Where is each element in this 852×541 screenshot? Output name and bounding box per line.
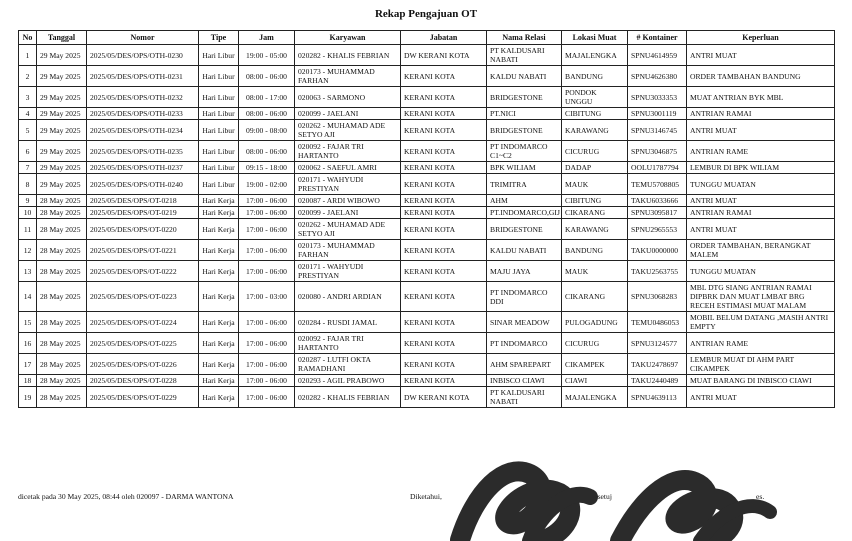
cell-nomor: 2025/05/DES/OPS/OT-0224 xyxy=(87,312,199,333)
cell-no: 1 xyxy=(19,45,37,66)
table-row xyxy=(19,108,835,120)
cell-karyawan: 020092 - FAJAR TRI HARTANTO xyxy=(295,141,401,162)
cell-lokasi-muat: PONDOK UNGGU xyxy=(562,87,628,108)
column-header-tipe: Tipe xyxy=(199,31,239,45)
cell-nomor: 2025/05/DES/OPS/OT-0222 xyxy=(87,261,199,282)
cell-keperluan: ANTRI MUAT xyxy=(687,120,835,141)
table-row xyxy=(19,45,835,66)
column-header-nama-relasi: Nama Relasi xyxy=(487,31,562,45)
cell-tanggal: 28 May 2025 xyxy=(37,261,87,282)
cell-kontainer: TAKU2478697 xyxy=(628,354,687,375)
cell-tanggal: 29 May 2025 xyxy=(37,66,87,87)
cell-nomor: 2025/05/DES/OPS/OT-0221 xyxy=(87,240,199,261)
cell-keperluan: MUAT ANTRIAN BYK MBL xyxy=(687,87,835,108)
cell-nama-relasi: BPK WILIAM xyxy=(487,162,562,174)
cell-keperluan: LEMBUR DI BPK WILIAM xyxy=(687,162,835,174)
cell-keperluan: ANTRI MUAT xyxy=(687,195,835,207)
cell-nama-relasi: PT.INDOMARCO,GIJ xyxy=(487,207,562,219)
cell-lokasi-muat: PULOGADUNG xyxy=(562,312,628,333)
column-header-no: No xyxy=(19,31,37,45)
cell-nomor: 2025/05/DES/OPS/OT-0226 xyxy=(87,354,199,375)
column-header-jabatan: Jabatan xyxy=(401,31,487,45)
cell-lokasi-muat: CIAWI xyxy=(562,375,628,387)
cell-tipe: Hari Libur xyxy=(199,45,239,66)
cell-kontainer: TAKU2563755 xyxy=(628,261,687,282)
cell-kontainer: TAKU0000000 xyxy=(628,240,687,261)
table-row xyxy=(19,354,835,375)
table-row xyxy=(19,219,835,240)
cell-tipe: Hari Kerja xyxy=(199,354,239,375)
cell-nama-relasi: MAJU JAYA xyxy=(487,261,562,282)
cell-nama-relasi: AHM xyxy=(487,195,562,207)
cell-karyawan: 020282 - KHALIS FEBRIAN xyxy=(295,387,401,408)
cell-nomor: 2025/05/DES/OPS/OT-0223 xyxy=(87,282,199,312)
cell-nomor: 2025/05/DES/OPS/OTH-0234 xyxy=(87,120,199,141)
cell-tipe: Hari Libur xyxy=(199,162,239,174)
cell-nama-relasi: PT INDOMARCO xyxy=(487,333,562,354)
cell-nomor: 2025/05/DES/OPS/OTH-0233 xyxy=(87,108,199,120)
cell-tipe: Hari Libur xyxy=(199,120,239,141)
cell-lokasi-muat: CIKARANG xyxy=(562,282,628,312)
cell-keperluan: ANTRIAN RAMAI xyxy=(687,108,835,120)
cell-jabatan: KERANI KOTA xyxy=(401,162,487,174)
cell-lokasi-muat: CIKAMPEK xyxy=(562,354,628,375)
cell-karyawan: 020293 - AGIL PRABOWO xyxy=(295,375,401,387)
cell-jam: 19:00 - 02:00 xyxy=(239,174,295,195)
cell-keperluan: ANTRI MUAT xyxy=(687,219,835,240)
known-label: Diketahui, xyxy=(410,492,442,501)
cell-nama-relasi: SINAR MEADOW xyxy=(487,312,562,333)
cell-karyawan: 020080 - ANDRI ARDIAN xyxy=(295,282,401,312)
cell-jabatan: DW KERANI KOTA xyxy=(401,45,487,66)
cell-jam: 08:00 - 06:00 xyxy=(239,108,295,120)
cell-jabatan: KERANI KOTA xyxy=(401,141,487,162)
cell-kontainer: SPNU4639113 xyxy=(628,387,687,408)
cell-jabatan: KERANI KOTA xyxy=(401,174,487,195)
cell-jam: 08:00 - 17:00 xyxy=(239,87,295,108)
cell-nama-relasi: AHM SPAREPART xyxy=(487,354,562,375)
cell-tipe: Hari Kerja xyxy=(199,312,239,333)
cell-jabatan: KERANI KOTA xyxy=(401,120,487,141)
cell-kontainer: SPNU4626380 xyxy=(628,66,687,87)
cell-jabatan: KERANI KOTA xyxy=(401,219,487,240)
cell-karyawan: 020087 - ARDI WIBOWO xyxy=(295,195,401,207)
cell-karyawan: 020063 - SARMONO xyxy=(295,87,401,108)
cell-kontainer: SPNU2965553 xyxy=(628,219,687,240)
cell-tipe: Hari Kerja xyxy=(199,333,239,354)
cell-lokasi-muat: BANDUNG xyxy=(562,66,628,87)
cell-karyawan: 020287 - LUTFI OKTA RAMADHANI xyxy=(295,354,401,375)
cell-keperluan: ORDER TAMBAHAN, BERANGKAT MALEM xyxy=(687,240,835,261)
cell-jam: 17:00 - 06:00 xyxy=(239,261,295,282)
column-header-kontainer: # Kontainer xyxy=(628,31,687,45)
cell-karyawan: 020099 - JAELANI xyxy=(295,207,401,219)
cell-lokasi-muat: DADAP xyxy=(562,162,628,174)
cell-kontainer: TEMU5708805 xyxy=(628,174,687,195)
cell-nama-relasi: PT INDOMARCO DDI xyxy=(487,282,562,312)
cell-no: 15 xyxy=(19,312,37,333)
table-row xyxy=(19,240,835,261)
cell-tipe: Hari Libur xyxy=(199,108,239,120)
cell-no: 8 xyxy=(19,174,37,195)
cell-tanggal: 28 May 2025 xyxy=(37,375,87,387)
table-row xyxy=(19,333,835,354)
table-row xyxy=(19,261,835,282)
redaction-scribble xyxy=(430,452,850,541)
cell-karyawan: 020262 - MUHAMAD ADE SETYO AJI xyxy=(295,120,401,141)
cell-nomor: 2025/05/DES/OPS/OT-0219 xyxy=(87,207,199,219)
cell-kontainer: TEMU0486053 xyxy=(628,312,687,333)
cell-nomor: 2025/05/DES/OPS/OTH-0232 xyxy=(87,87,199,108)
cell-lokasi-muat: CIBITUNG xyxy=(562,108,628,120)
table-row xyxy=(19,312,835,333)
cell-jabatan: KERANI KOTA xyxy=(401,375,487,387)
cell-no: 9 xyxy=(19,195,37,207)
cell-no: 12 xyxy=(19,240,37,261)
cell-nomor: 2025/05/DES/OPS/OT-0225 xyxy=(87,333,199,354)
cell-kontainer: SPNU3001119 xyxy=(628,108,687,120)
cell-nama-relasi: PT KALDUSARI NABATI xyxy=(487,45,562,66)
cell-tipe: Hari Libur xyxy=(199,66,239,87)
cell-jabatan: DW KERANI KOTA xyxy=(401,387,487,408)
table-row xyxy=(19,282,835,312)
cell-keperluan: LEMBUR MUAT DI AHM PART CIKAMPEK xyxy=(687,354,835,375)
cell-jam: 17:00 - 06:00 xyxy=(239,240,295,261)
cell-tipe: Hari Kerja xyxy=(199,375,239,387)
cell-tanggal: 29 May 2025 xyxy=(37,87,87,108)
cell-jam: 09:00 - 08:00 xyxy=(239,120,295,141)
cell-nama-relasi: BRIDGESTONE xyxy=(487,219,562,240)
cell-tanggal: 29 May 2025 xyxy=(37,174,87,195)
cell-lokasi-muat: CIBITUNG xyxy=(562,195,628,207)
printed-note: dicetak pada 30 May 2025, 08:44 oleh 020097 - DARMA WANTONA xyxy=(18,492,234,501)
cell-nomor: 2025/05/DES/OPS/OTH-0231 xyxy=(87,66,199,87)
cell-jam: 17:00 - 06:00 xyxy=(239,333,295,354)
cell-kontainer: TAKU2440489 xyxy=(628,375,687,387)
cell-keperluan: ANTRI MUAT xyxy=(687,387,835,408)
cell-kontainer: OOLU1787794 xyxy=(628,162,687,174)
table-row xyxy=(19,141,835,162)
cell-tipe: Hari Kerja xyxy=(199,219,239,240)
cell-tipe: Hari Libur xyxy=(199,141,239,162)
cell-lokasi-muat: KARAWANG xyxy=(562,120,628,141)
cell-nama-relasi: INBISCO CIAWI xyxy=(487,375,562,387)
cell-jabatan: KERANI KOTA xyxy=(401,312,487,333)
table-row xyxy=(19,87,835,108)
cell-nomor: 2025/05/DES/OPS/OTH-0240 xyxy=(87,174,199,195)
cell-nama-relasi: TRIMITRA xyxy=(487,174,562,195)
column-header-nomor: Nomor xyxy=(87,31,199,45)
cell-tanggal: 29 May 2025 xyxy=(37,108,87,120)
cell-keperluan: MBL DTG SIANG ANTRIAN RAMAI DIPBRK DAN MUAT LMBAT BRG RECEH ESTIMASI MUAT MALAM xyxy=(687,282,835,312)
cell-no: 10 xyxy=(19,207,37,219)
cell-tipe: Hari Kerja xyxy=(199,282,239,312)
cell-tanggal: 28 May 2025 xyxy=(37,207,87,219)
cell-tanggal: 28 May 2025 xyxy=(37,195,87,207)
cell-keperluan: ANTRIAN RAME xyxy=(687,333,835,354)
cell-no: 18 xyxy=(19,375,37,387)
cell-lokasi-muat: CICURUG xyxy=(562,141,628,162)
cell-nomor: 2025/05/DES/OPS/OT-0220 xyxy=(87,219,199,240)
table-row xyxy=(19,66,835,87)
cell-keperluan: TUNGGU MUATAN xyxy=(687,261,835,282)
cell-kontainer: SPNU3095817 xyxy=(628,207,687,219)
cell-tipe: Hari Libur xyxy=(199,174,239,195)
cell-tanggal: 28 May 2025 xyxy=(37,333,87,354)
cell-lokasi-muat: MAJALENGKA xyxy=(562,45,628,66)
cell-lokasi-muat: CIKARANG xyxy=(562,207,628,219)
cell-jabatan: KERANI KOTA xyxy=(401,87,487,108)
cell-nama-relasi: BRIDGESTONE xyxy=(487,87,562,108)
cell-jabatan: KERANI KOTA xyxy=(401,195,487,207)
cell-jam: 09:15 - 18:00 xyxy=(239,162,295,174)
page-title: Rekap Pengajuan OT xyxy=(374,8,478,20)
cell-karyawan: 020092 - FAJAR TRI HARTANTO xyxy=(295,333,401,354)
cell-keperluan: ANTRIAN RAMAI xyxy=(687,207,835,219)
cell-no: 11 xyxy=(19,219,37,240)
cell-no: 6 xyxy=(19,141,37,162)
cell-keperluan: ANTRIAN RAME xyxy=(687,141,835,162)
column-header-jam: Jam xyxy=(239,31,295,45)
cell-nomor: 2025/05/DES/OPS/OTH-0230 xyxy=(87,45,199,66)
cell-jam: 17:00 - 06:00 xyxy=(239,219,295,240)
cell-lokasi-muat: MAUK xyxy=(562,261,628,282)
cell-tipe: Hari Libur xyxy=(199,87,239,108)
cell-jam: 17:00 - 06:00 xyxy=(239,195,295,207)
cell-lokasi-muat: MAUK xyxy=(562,174,628,195)
cell-jabatan: KERANI KOTA xyxy=(401,261,487,282)
column-header-karyawan: Karyawan xyxy=(295,31,401,45)
cell-no: 3 xyxy=(19,87,37,108)
cell-keperluan: TUNGGU MUATAN xyxy=(687,174,835,195)
table-row xyxy=(19,195,835,207)
cell-no: 16 xyxy=(19,333,37,354)
cell-nama-relasi: PT KALDUSARI NABATI xyxy=(487,387,562,408)
cell-kontainer: SPNU3033353 xyxy=(628,87,687,108)
cell-tipe: Hari Kerja xyxy=(199,261,239,282)
cell-jabatan: KERANI KOTA xyxy=(401,108,487,120)
cell-jam: 17:00 - 06:00 xyxy=(239,312,295,333)
cell-jam: 17:00 - 06:00 xyxy=(239,207,295,219)
cell-jabatan: KERANI KOTA xyxy=(401,66,487,87)
signature-suffix: es. xyxy=(756,492,765,501)
cell-jam: 17:00 - 03:00 xyxy=(239,282,295,312)
cell-no: 5 xyxy=(19,120,37,141)
table-header-row xyxy=(19,31,835,45)
cell-tanggal: 28 May 2025 xyxy=(37,387,87,408)
cell-no: 2 xyxy=(19,66,37,87)
cell-lokasi-muat: MAJALENGKA xyxy=(562,387,628,408)
cell-tipe: Hari Kerja xyxy=(199,195,239,207)
ot-table xyxy=(18,30,835,408)
cell-no: 19 xyxy=(19,387,37,408)
cell-jabatan: KERANI KOTA xyxy=(401,354,487,375)
cell-lokasi-muat: BANDUNG xyxy=(562,240,628,261)
cell-jabatan: KERANI KOTA xyxy=(401,207,487,219)
cell-nomor: 2025/05/DES/OPS/OT-0218 xyxy=(87,195,199,207)
cell-nomor: 2025/05/DES/OPS/OT-0229 xyxy=(87,387,199,408)
cell-kontainer: SPNU3146745 xyxy=(628,120,687,141)
cell-lokasi-muat: KARAWANG xyxy=(562,219,628,240)
cell-kontainer: SPNU4614959 xyxy=(628,45,687,66)
cell-karyawan: 020262 - MUHAMAD ADE SETYO AJI xyxy=(295,219,401,240)
approved-label: Disetuj xyxy=(590,492,612,501)
cell-kontainer: SPNU3068283 xyxy=(628,282,687,312)
cell-no: 13 xyxy=(19,261,37,282)
column-header-tanggal: Tanggal xyxy=(37,31,87,45)
cell-keperluan: ANTRI MUAT xyxy=(687,45,835,66)
cell-tanggal: 28 May 2025 xyxy=(37,312,87,333)
cell-jabatan: KERANI KOTA xyxy=(401,333,487,354)
table-row xyxy=(19,174,835,195)
cell-karyawan: 020171 - WAHYUDI PRESTIYAN xyxy=(295,174,401,195)
cell-karyawan: 020171 - WAHYUDI PRESTIYAN xyxy=(295,261,401,282)
cell-jam: 08:00 - 06:00 xyxy=(239,66,295,87)
cell-kontainer: SPNU3046875 xyxy=(628,141,687,162)
cell-tanggal: 28 May 2025 xyxy=(37,282,87,312)
column-header-keperluan: Keperluan xyxy=(687,31,835,45)
table-row xyxy=(19,207,835,219)
cell-kontainer: SPNU3124577 xyxy=(628,333,687,354)
cell-tanggal: 29 May 2025 xyxy=(37,120,87,141)
column-header-lokasi-muat: Lokasi Muat xyxy=(562,31,628,45)
cell-tanggal: 29 May 2025 xyxy=(37,162,87,174)
cell-no: 7 xyxy=(19,162,37,174)
cell-karyawan: 020282 - KHALIS FEBRIAN xyxy=(295,45,401,66)
cell-keperluan: ORDER TAMBAHAN BANDUNG xyxy=(687,66,835,87)
cell-jam: 17:00 - 06:00 xyxy=(239,354,295,375)
table-row xyxy=(19,375,835,387)
cell-nomor: 2025/05/DES/OPS/OTH-0237 xyxy=(87,162,199,174)
table-row xyxy=(19,120,835,141)
cell-no: 14 xyxy=(19,282,37,312)
cell-karyawan: 020173 - MUHAMMAD FARHAN xyxy=(295,240,401,261)
cell-karyawan: 020099 - JAELANI xyxy=(295,108,401,120)
cell-keperluan: MUAT BARANG DI INBISCO CIAWI xyxy=(687,375,835,387)
cell-nama-relasi: BRIDGESTONE xyxy=(487,120,562,141)
cell-nomor: 2025/05/DES/OPS/OTH-0235 xyxy=(87,141,199,162)
table-row xyxy=(19,387,835,408)
cell-keperluan: MOBIL BELUM DATANG ,MASIH ANTRI EMPTY xyxy=(687,312,835,333)
cell-karyawan: 020062 - SAEFUL AMRI xyxy=(295,162,401,174)
cell-tipe: Hari Kerja xyxy=(199,207,239,219)
cell-karyawan: 020173 - MUHAMMAD FARHAN xyxy=(295,66,401,87)
cell-tanggal: 28 May 2025 xyxy=(37,240,87,261)
cell-jam: 17:00 - 06:00 xyxy=(239,387,295,408)
cell-jam: 17:00 - 06:00 xyxy=(239,375,295,387)
cell-nama-relasi: KALDU NABATI xyxy=(487,240,562,261)
cell-nama-relasi: PT INDOMARCO C1~C2 xyxy=(487,141,562,162)
cell-tanggal: 29 May 2025 xyxy=(37,45,87,66)
cell-karyawan: 020284 - RUSDI JAMAL xyxy=(295,312,401,333)
cell-jabatan: KERANI KOTA xyxy=(401,240,487,261)
cell-no: 4 xyxy=(19,108,37,120)
cell-jabatan: KERANI KOTA xyxy=(401,282,487,312)
cell-nama-relasi: PT.NICI xyxy=(487,108,562,120)
cell-tipe: Hari Kerja xyxy=(199,240,239,261)
cell-tipe: Hari Kerja xyxy=(199,387,239,408)
cell-tanggal: 29 May 2025 xyxy=(37,141,87,162)
cell-tanggal: 28 May 2025 xyxy=(37,354,87,375)
cell-no: 17 xyxy=(19,354,37,375)
cell-jam: 19:00 - 05:00 xyxy=(239,45,295,66)
table-row xyxy=(19,162,835,174)
cell-lokasi-muat: CICURUG xyxy=(562,333,628,354)
cell-jam: 08:00 - 06:00 xyxy=(239,141,295,162)
cell-nama-relasi: KALDU NABATI xyxy=(487,66,562,87)
cell-kontainer: TAKU6033666 xyxy=(628,195,687,207)
cell-nomor: 2025/05/DES/OPS/OT-0228 xyxy=(87,375,199,387)
cell-tanggal: 28 May 2025 xyxy=(37,219,87,240)
